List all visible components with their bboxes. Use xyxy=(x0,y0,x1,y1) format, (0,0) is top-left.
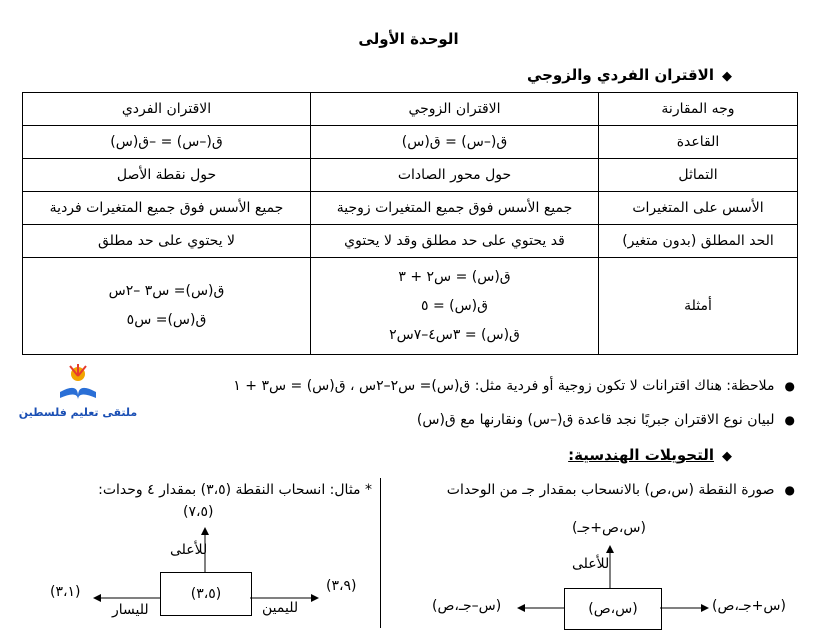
table-cell: القاعدة xyxy=(599,126,798,159)
bullet-dot-icon: ● xyxy=(784,483,795,497)
point-up: (٧،٥) xyxy=(183,504,214,520)
table-header-cell: الاقتران الفردي xyxy=(23,93,311,126)
table-cell: التماثل xyxy=(599,159,798,192)
center-point-box: (٣،٥) xyxy=(160,572,252,616)
point-left: (٣،١) xyxy=(50,584,81,600)
table-cell: لا يحتوي على حد مطلق xyxy=(23,225,311,258)
bullet-dot-icon: ● xyxy=(784,413,795,427)
example-text: * مثال: انسحاب النقطة (٣،٥) بمقدار ٤ وحدات: xyxy=(98,482,372,498)
table-cell: جميع الأسس فوق جميع المتغيرات زوجية xyxy=(311,192,599,225)
example-line: ق(س) = س٢ + ٣ xyxy=(398,268,511,285)
section-heading-odd-even: ◆الاقتران الفردي والزوجي xyxy=(526,66,732,84)
page-title: الوحدة الأولى xyxy=(358,30,459,48)
translation-rule-text: ●صورة النقطة (س،ص) بالانسحاب بمقدار جـ من الوحدات xyxy=(446,482,795,498)
note-line: ●ملاحظة: هناك اقترانات لا تكون زوجية أو فردية مثل: ق(س)= س٢–٢س ، ق(س) = س٣ + ١ xyxy=(233,378,795,394)
table-header-cell: الاقتران الزوجي xyxy=(311,93,599,126)
section-heading-transforms: ◆التحويلات الهندسية: xyxy=(568,446,732,464)
table-cell: حول نقطة الأصل xyxy=(23,159,311,192)
table-cell: الحد المطلق (بدون متغير) xyxy=(599,225,798,258)
label-up: للأعلى xyxy=(572,556,610,572)
example-line: ق(س)= س٥ xyxy=(126,312,207,328)
point-up: (س،ص+جـ) xyxy=(572,520,646,536)
label-up: للأعلى xyxy=(170,542,208,558)
table-cell: ق(–س) = ق(س) xyxy=(311,126,599,159)
example-line: ق(س) = ٥ xyxy=(420,297,489,314)
table-cell: جميع الأسس فوق جميع المتغيرات فردية xyxy=(23,192,311,225)
table-cell: الأسس على المتغيرات xyxy=(599,192,798,225)
label-left: لليسار xyxy=(112,602,149,618)
logo-text: ملتقى تعليم فلسطين xyxy=(18,406,138,419)
point-left: (س–جـ،ص) xyxy=(432,598,502,614)
diamond-bullet-icon: ◆ xyxy=(722,449,732,464)
note-line: ●لبيان نوع الاقتران جبريًا نجد قاعدة ق(–س) ونقارنها مع ق(س) xyxy=(416,412,795,428)
point-right: (٣،٩) xyxy=(326,578,357,594)
table-cell: أمثلة xyxy=(599,258,798,355)
table-header-cell: وجه المقارنة xyxy=(599,93,798,126)
table-cell: ق(–س) = –ق(س) xyxy=(23,126,311,159)
center-point-box: (س،ص) xyxy=(564,588,662,630)
diamond-bullet-icon: ◆ xyxy=(722,69,732,84)
table-cell: قد يحتوي على حد مطلق وقد لا يحتوي xyxy=(311,225,599,258)
bullet-dot-icon: ● xyxy=(784,379,795,393)
label-right: لليمين xyxy=(262,600,299,616)
table-cell: حول محور الصادات xyxy=(311,159,599,192)
example-line: ق(س)= س٣ –٢س xyxy=(108,283,225,299)
example-line: ق(س) = ٣س٤–٧س٢ xyxy=(389,326,520,343)
point-right: (س+جـ،ص) xyxy=(712,598,786,614)
